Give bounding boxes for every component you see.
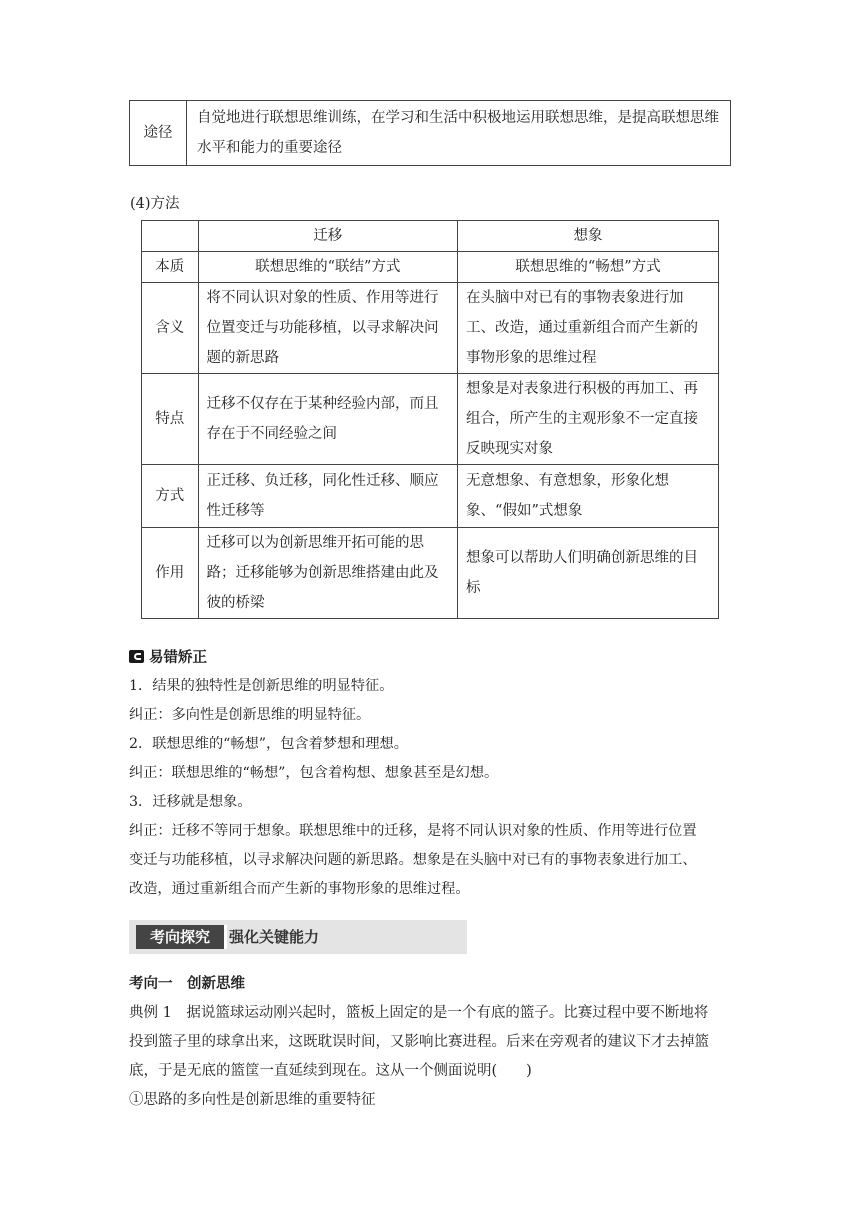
row-header: 本质 [142,252,199,283]
error-line: 纠正：联想思维的“畅想”，包含着构想、想象甚至是幻想。 [129,765,499,781]
error-line: 1．结果的独特性是创新思维的明显特征。 [129,678,394,694]
table-cell: 想象是对表象进行积极的再加工、再组合，所产生的主观形象不一定直接反映现实对象 [458,374,719,465]
error-line: 变迁与功能移植，以寻求解决问题的新思路。想象是在头脑中对已有的事物表象进行加工、 [129,852,697,868]
example-line: 典例 1 据说篮球运动刚兴起时，篮板上固定的是一个有底的篮子。比赛过程中要不断地将 [129,1005,709,1021]
row-header: 途径 [130,101,187,166]
table-cell: 将不同认识对象的性质、作用等进行位置变迁与功能移植，以寻求解决问题的新思路 [198,283,458,374]
correction-icon [129,650,144,663]
error-line: 改造，通过重新组合而产生新的事物形象的思维过程。 [129,881,470,897]
error-correction-title: 易错矫正 [149,650,207,666]
error-line: 纠正：迁移不等同于想象。联想思维中的迁移，是将不同认识对象的性质、作用等进行位置 [129,823,697,839]
table-cell: 联想思维的“联结”方式 [198,252,458,283]
table-cell: 迁移不仅存在于某种经验内部，而且存在于不同经验之间 [198,374,458,465]
table-row [142,283,719,374]
example-block [129,999,731,1115]
table-row [142,252,719,283]
table-row [142,374,719,465]
row-header: 方式 [142,465,199,528]
table-cell: 迁移可以为创新思维开拓可能的思路；迁移能够为创新思维搭建由此及彼的桥梁 [198,528,458,619]
row-header: 含义 [142,283,199,374]
table-cell: 在头脑中对已有的事物表象进行加工、改造，通过重新组合而产生新的事物形象的思维过程 [458,283,719,374]
column-header: 想象 [458,221,719,252]
error-line: 2．联想思维的“畅想”，包含着梦想和理想。 [129,736,408,752]
banner-light-label: 强化关键能力 [229,928,320,946]
banner-divider [224,925,227,949]
error-line: 3．迁移就是想象。 [129,794,252,810]
table-header-row [142,221,719,252]
methods-table [141,220,719,619]
table-row [142,528,719,619]
table-cell: 正迁移、负迁移，同化性迁移、顺应性迁移等 [198,465,458,528]
example-line: 底，于是无底的篮筐一直延续到现在。这从一个侧面说明( ) [129,1063,532,1079]
table-cell: 想象可以帮助人们明确创新思维的目标 [458,528,719,619]
methods-label: (4)方法 [130,196,180,212]
table-cell: 自觉地进行联想思维训练，在学习和生活中积极地运用联想思维，是提高联想思维水平和能力的重要途径 [187,101,731,166]
section-banner [129,920,467,954]
corner-cell [142,221,199,252]
row-header: 作用 [142,528,199,619]
example-line: ①思路的多向性是创新思维的重要特征 [129,1092,376,1108]
table-cell: 联想思维的“畅想”方式 [458,252,719,283]
banner-dark-label: 考向探究 [136,925,224,949]
table-row [130,101,731,166]
column-header: 迁移 [198,221,458,252]
table-cell: 无意想象、有意想象，形象化想象、“假如”式想象 [458,465,719,528]
pathway-table [129,100,731,166]
error-correction-heading [129,646,207,667]
row-header: 特点 [142,374,199,465]
example-line: 投到篮子里的球拿出来，这既耽误时间，又影响比赛进程。后来在旁观者的建议下才去掉篮 [129,1034,709,1050]
table-row [142,465,719,528]
section-heading: 考向一 创新思维 [129,976,245,992]
error-line: 纠正：多向性是创新思维的明显特征。 [129,707,371,723]
